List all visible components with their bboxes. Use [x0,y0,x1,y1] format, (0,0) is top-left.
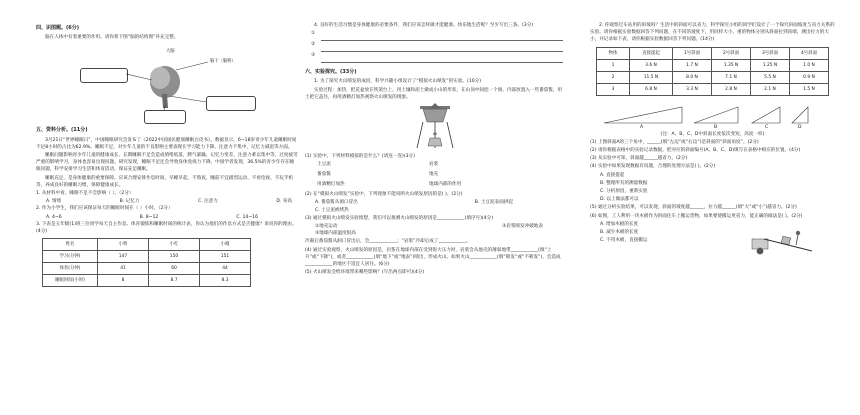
table-header-cell: 物体 [597,47,630,59]
ramp-worker-illustration [750,221,820,255]
table-cell: 41 [98,263,149,275]
label-brainstem: 脑干（脑桥） [210,59,236,65]
table-header-cell: 直接提起 [630,47,673,59]
passage-paragraph-3: 睡眠充足，是身体健康的重要保障。应该合理安排作息时间，早睡早起，不熬夜，睡前不宜剧烈运动、不看电视、不玩手机等，养成良好的睡眠习惯，保障健康成长。 [36,175,294,188]
question-4: (4) 通过实验观察，火山喷发的原因是，岩浆在地球内部在受到很大压力时，岩浆会从地壳的薄弱地带____________(填“上升”或“下降”)，或者____________(填“地下”或“地表”)喷出，形成火山。如果火山____________(填“喷发”或“不喷发”)，会造成____________的地区不适宜人居住。(6分) [305,247,561,268]
option: C. 不用木板，直接搬运 [600,238,648,244]
table-cell: 1.5 N [790,83,829,95]
section4-title: 四、识图题。(6分) [36,25,80,31]
question-3-options [305,223,563,230]
slope-label-b: B [714,124,718,130]
table-row [43,263,251,275]
option: ②岩浆喷发冲破地表 [502,224,543,230]
option: ③地球内部温度很高 [315,231,356,237]
table-header-row [597,47,829,59]
option: A. 情绪 [46,199,62,205]
slope-caption: (注：A、B、C、D中斜面长度依次变短，高度一样) [660,131,765,137]
question-3: 3. 下表是五年级(1)班三位同学每天自主作息、体育锻炼和睡眠时间的统计表，你认为他们的作息方式是否健康？说说你的理由。(4分) [36,221,297,235]
table-header-cell: 3号斜面 [751,47,790,59]
passage-paragraph-2: 睡眠问题影响青少年儿童的健康成长，长期睡眠不足会造成情绪低落，脾气暴躁，记忆力变差，注意力难以集中等，过度疲劳严重的影响学习，身体也容易出现问题。研究发现，睡眠不足还会导致身体免疫力下降，中国学者发现，36.5%的青少年存在睡眠问题，科学安排学习生活和体育活动，保证充足睡眠。 [36,153,298,173]
answer-line [311,52,563,63]
option: B. 8~12 [139,214,159,220]
line-mark: ③ [311,53,316,59]
question-2: (2) 在“模拟火山喷发”实验中，下列现象不能说明火山喷发原因的是( )。(2分) [305,192,463,198]
option: C. 土豆泥被烤热 [315,207,349,213]
option: D. 身高 [276,199,292,205]
table-header-cell: 4号斜面 [790,47,829,59]
table-cell: 60 [149,263,200,275]
habits-question: 4. 良好的生活习惯是身体健康的必要条件，我们应该怎样做才能健康、快乐地生活呢？至少写出三条。(3分) [314,23,534,28]
question-3b: 冷凝后番茄酱从洞口冒出后，会____________；“岩浆”冷却后成了____________。 [305,239,471,245]
table-cell: 3.3 N [673,83,712,95]
table-cell: 体育(分钟) [43,263,98,275]
table-cell: 学习(分钟) [43,251,98,263]
table-cell: 8.0 N [673,71,712,83]
table-cell: 8.7 [149,275,200,287]
table-header-cell: 小刚 [200,239,251,251]
table-cell: 8.3 [200,275,251,287]
question-2-options [36,214,298,221]
table-cell: 11.5 N [630,71,673,83]
column-left [36,22,298,290]
match-item: 地壳 [429,172,439,178]
table-cell: 0.9 N [790,71,829,83]
option: A. 增加木板的长度 [600,221,639,227]
match-item: 用酒精灯加热 [317,182,345,188]
answer-lines [305,30,563,63]
question-6: (6) 如图，工人利用一块木板作为斜面往车上搬运货物，如果要使搬运更省力，能正确的做法是( )。(2分) [590,213,803,219]
column-right [590,22,835,255]
table-cell: 睡眠时间(小时) [43,275,98,287]
table-header-cell: 小明 [98,239,149,251]
match-left-list [317,161,345,191]
table-cell: 44 [200,263,251,275]
option: C. 14~16 [236,214,258,220]
slope-diagrams [590,99,835,131]
line-mark: ② [311,42,316,48]
section6-title: 六、实验探究。(33分) [305,69,357,76]
line-mark: ① [311,31,316,37]
slope-label-d: D [798,124,802,130]
option: D. 以上做法都可以 [600,197,639,203]
table-header-cell: 1号斜面 [673,47,712,59]
table-header-cell: 姓名 [43,239,98,251]
experiment-intro: 1. 为了探究火山喷发的成因，科学兴趣小组设计了“模拟火山喷发”的实验。(10分) [314,79,482,85]
table-row [597,71,829,83]
table-cell: 151 [200,251,251,263]
answer-line [311,30,563,41]
question-2: (2) 请你根据表格中的实验记录数据，把对应的斜面编号(A、B、C、D)填写在表格中相应的位置。(4分) [590,148,801,154]
matching-items [305,161,563,191]
match-right-list [429,161,461,191]
option: B. 减少木板的长度 [600,230,639,236]
match-item: 番茄酱 [317,172,331,178]
table-cell: 1.35 N [712,59,751,71]
table-cell: 6.8 N [630,83,673,95]
table-cell: 2.8 N [712,83,751,95]
question-5: (5) 通过分析实验结果，可以发现，斜面的坡度越______，拉力越______(填“大”或“小”)越省力。(2分) [590,205,797,211]
slope-data-table [596,47,829,96]
question-3: (3) 从实验中可知，斜面越______越省力。(2分) [590,156,688,162]
table-header-cell: 2号斜面 [712,47,751,59]
volcano-apparatus-illustration [305,102,563,152]
slope-label-a: A [640,124,644,130]
table-cell: 8 [98,275,149,287]
option: B. 整理所有的测量数据 [600,180,648,186]
option: A. 番茄酱从洞口冒出 [315,200,358,206]
question-3: (3) 通过模拟火山喷发实验推想，我们可以推测火山喷发的原因是____________(填序号)(4分) [305,215,494,221]
table-cell: 7.1 N [712,71,751,83]
slope-label-c: C [765,124,769,130]
table-cell: 150 [149,251,200,263]
option: A. 4~6 [46,214,62,220]
table-cell: 1 [597,59,630,71]
q6-block [590,221,835,255]
table-row [43,251,251,263]
question-1: (1) 上图斜面A的三个角中，______(填“左边”或“右边”)是斜面的“斜面角度”。(2分) [590,139,759,145]
table-row [43,275,251,287]
passage-paragraph-1: 3月21日“世界睡眠日”，中国睡眠研究会发布了《2022中国国民健康睡眠白皮书》，数据显示，6~18岁青少年儿童睡眠时间不足8小时的占比为62.9%。睡眠不足，对少年儿童的不良影响主要表现在学习能力下降、注意力不集中、记忆力减退等方面。 [36,137,297,150]
option: ①地壳运动 [315,224,338,230]
table-cell: 5.5 N [751,71,790,83]
option: A. 直接提起 [600,172,625,178]
table-header-cell: 小红 [149,239,200,251]
table-cell: 1.25 N [751,59,790,71]
match-item: 地球内部的作用 [429,182,462,188]
table-row [597,83,829,95]
section4-prompt: 脑在人体中有着重要的作用。请你将下图“脑的结构图”补充完整。 [45,35,179,41]
slope-experiment-intro: 2. 你观察过车站用的斜坡吗？生活中的斜面可以省力，科学探究小组的同学们设计了一个探究斜面坡度与省力关系的实验。请你根据实验数据回答下列问题，在不同的坡度下，用同样大小、重的物体分别从斜面拉到顶端，测出拉力的大小，并记录如下表，请你根据实验数据回答下列问题。(14分) [590,23,835,43]
answer-line [311,41,563,52]
section5-title: 五、资料分析。(11分) [36,127,88,134]
experiment-process: 实验过程：加热，把花盆放在铁架台上，用土壤和泥土做成小山的形状，在山顶中间挖一个洞，内部放置入一些番茄酱，用土把它盖住，再用酒精灯加热观察火山喷发的现象。 [305,87,563,100]
question-1: 1. 从材料中看，睡眠不足不会影响（ ）。（2分） [36,191,134,197]
q6-options [590,221,647,246]
table-cell: 1.0 N [790,59,829,71]
option: C. 分析原因，重新实验 [600,189,648,195]
schedule-table [42,238,251,287]
label-cerebrum: 大脑 [166,49,175,55]
option: C. 注意力 [197,199,218,205]
table-cell: 2 [597,71,630,83]
brain-diagram [36,42,298,124]
option: B. 土豆泥表面拱起 [474,200,513,206]
table-row [597,59,829,71]
question-5: (5) 火山喷发会给环境带来哪些影响？(写出两点即可)(4分) [305,270,425,276]
table-header-row [43,239,251,251]
table-cell: 3.6 N [630,59,673,71]
question-1-options [36,198,298,205]
table-cell: 3 [597,83,630,95]
question-4: (4) 实验中如果发现数据有问题，合理的处理方法是( )。(2分) [590,164,716,170]
option: B. 记忆力 [119,199,140,205]
match-item: 土豆泥 [317,162,331,168]
question-1: (1) 实验中，下列材料模拟的是什么？(请连一连)(3分) [305,154,415,160]
column-middle [305,22,563,277]
question-2: 2. 作为小学生，我们应该保证每天的睡眠时间在（ ）小时。（2分） [36,206,173,212]
table-cell: 1.7 N [673,59,712,71]
table-cell: 147 [98,251,149,263]
question-2-options [305,199,563,206]
match-item: 岩浆 [429,162,439,168]
table-cell: 2.1 N [751,83,790,95]
